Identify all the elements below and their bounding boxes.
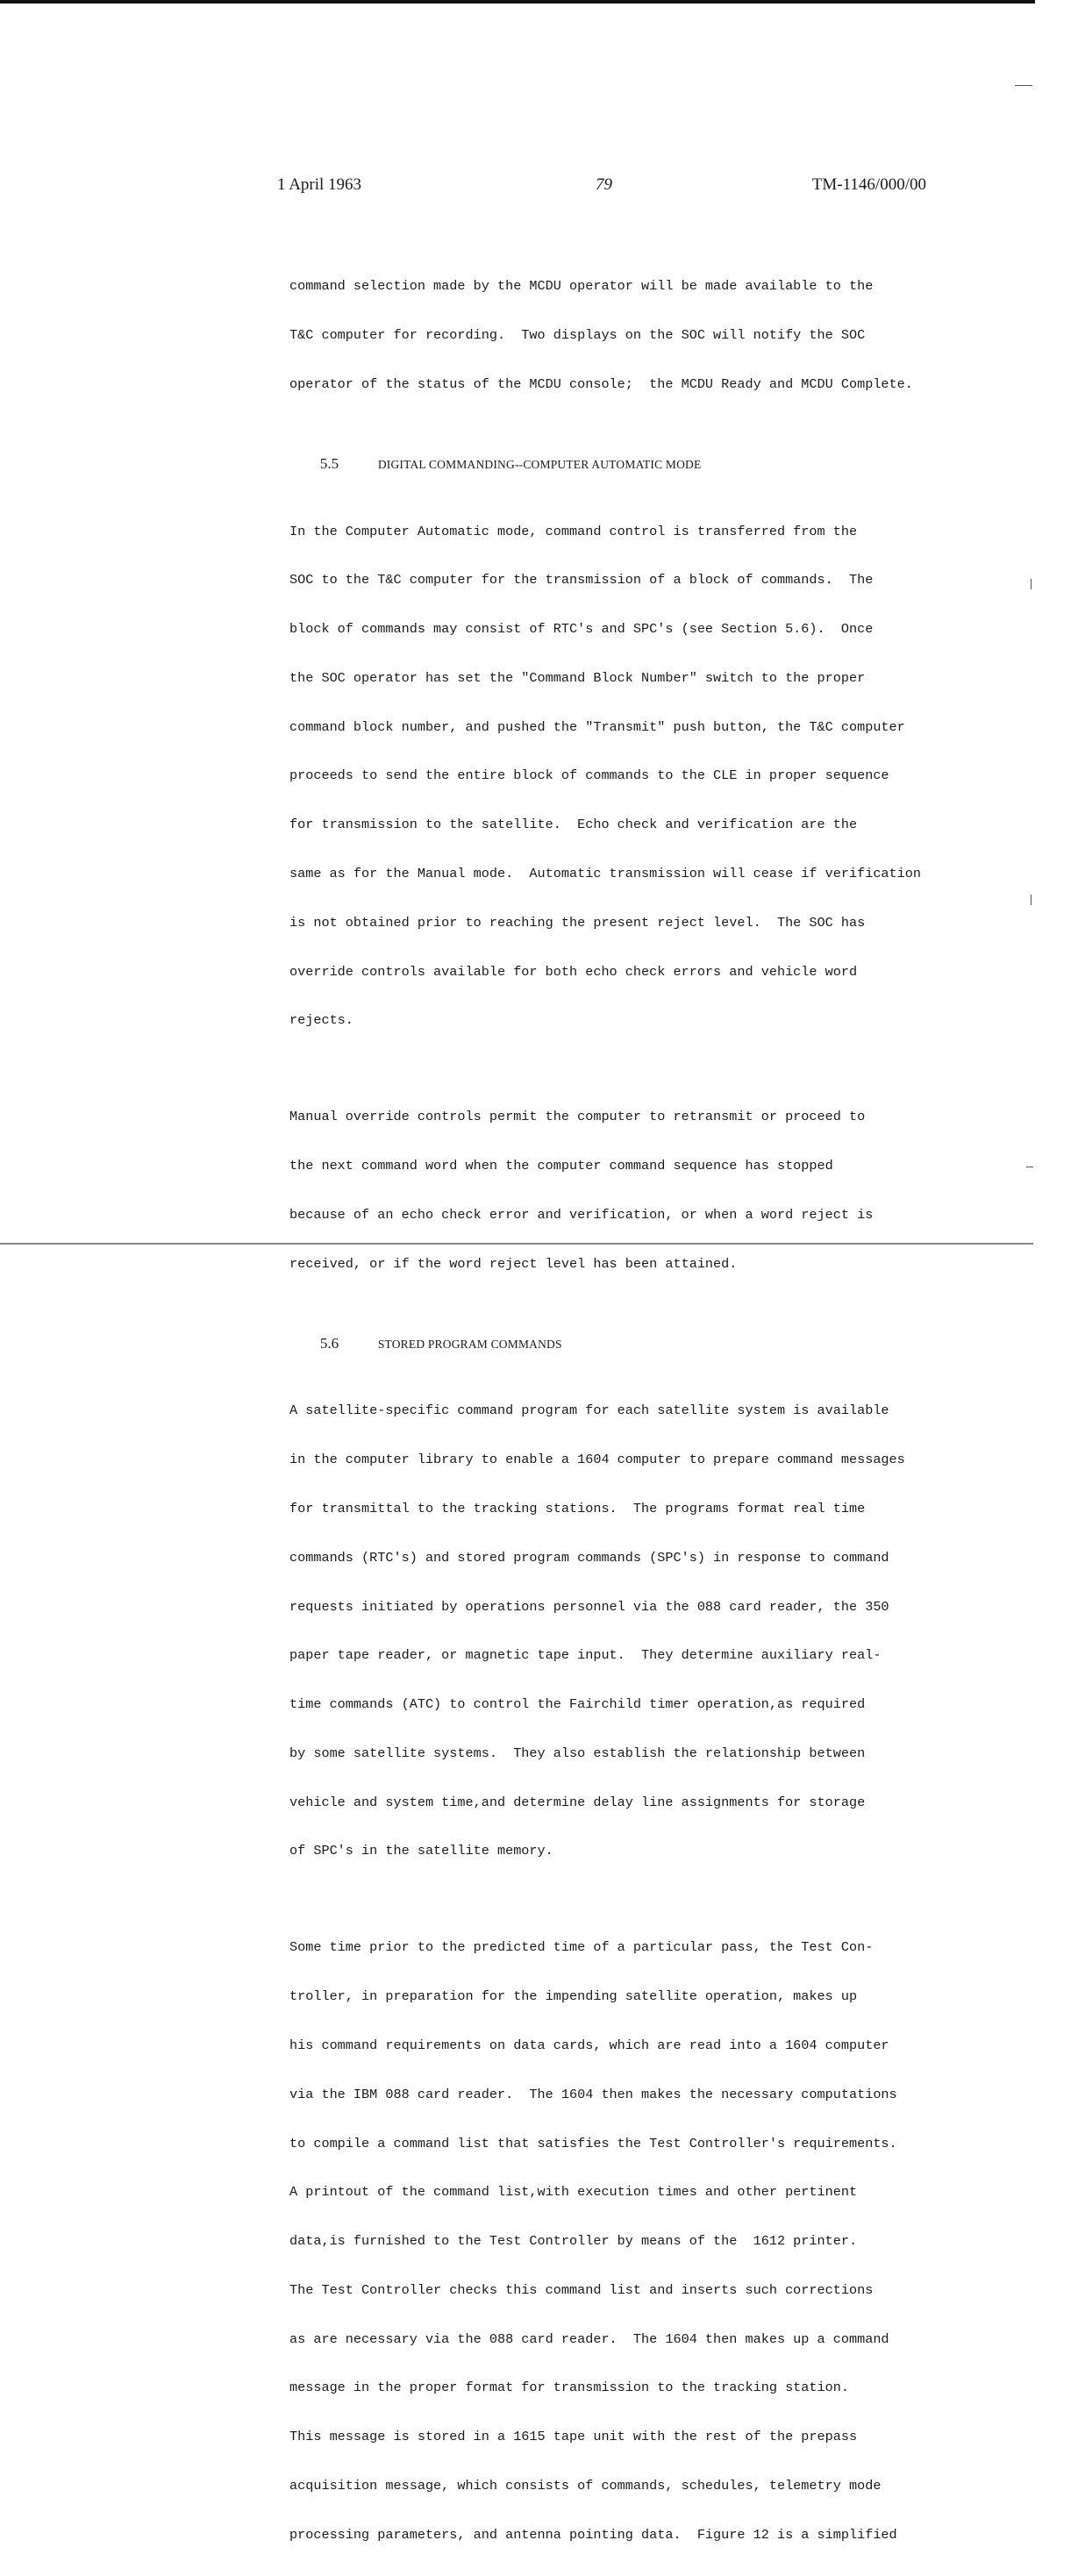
text-line: to compile a command list that satisfies the Test Controller's requirements. [289,2135,897,2151]
page-header [277,175,926,196]
text-line: command block number, and pushed the "Transmit" push button, the T&C computer [289,718,905,735]
text-line: A printout of the command list,with execution times and other pertinent [289,2184,858,2201]
scan-edge-mark [1031,579,1032,589]
text-line: troller, in preparation for the impending satellite operation, makes up [289,1988,858,2005]
text-line: The Test Controller checks this command list and inserts such corrections [289,2281,874,2298]
text-line: the SOC operator has set the "Command Block Number" switch to the proper [289,669,866,686]
text-line: is not obtained prior to reaching the present reject level. The SOC has [289,914,866,931]
text-line: vehicle and system time,and determine delay line assignments for storage [289,1794,866,1810]
section-heading [289,440,956,491]
text-line: via the IBM 088 card reader. The 1604 then makes the necessary computations [289,2086,897,2102]
text-line: T&C computer for recording. Two displays on the SOC will notify the SOC [289,326,866,343]
text-line: same as for the Manual mode. Automatic transmission will cease if verification [289,865,922,881]
text-line: rejects. [289,1012,353,1029]
scan-edge-mark [1015,85,1032,86]
text-line: In the Computer Automatic mode, command control is transferred from the [289,523,858,539]
text-line: processing parameters, and antenna pointing data. Figure 12 is a simplified [289,2526,897,2543]
text-line: because of an echo check error and verification, or when a word reject is [289,1206,874,1223]
text-line: his command requirements on data cards, which are read into a 1604 computer [289,2037,889,2053]
document-id: TM-1146/000/00 [811,175,926,194]
text-line: A satellite-specific command program for each satellite system is available [289,1402,889,1419]
text-line: This message is stored in a 1615 tape unit with the rest of the prepass [289,2429,858,2445]
text-line: paper tape reader, or magnetic tape input. They determine auxiliary real- [289,1647,882,1664]
text-line: Manual override controls permit the computer to retransmit or proceed to [289,1109,866,1125]
text-line: of SPC's in the satellite memory. [289,1843,553,1859]
text-line: commands (RTC's) and stored program commands (SPC's) in response to command [289,1549,889,1566]
section-title: STORED PROGRAM COMMANDS [377,1338,562,1351]
text-line: operator of the status of the MCDU console; the MCDU Ready and MCDU Complete. [289,375,913,392]
text-line: for transmission to the satellite. Echo check and verification are the [289,817,858,833]
text-line: the next command word when the computer command sequence has stopped [289,1158,833,1174]
text-line: requests initiated by operations personnel via the 088 card reader, the 350 [289,1598,889,1615]
text-line: for transmittal to the tracking stations. The programs format real time [289,1500,866,1516]
scan-edge-mark [1031,895,1032,905]
paragraph [289,1907,956,2575]
text-line: message in the proper format for transmission to the tracking station. [289,2380,849,2396]
section-title: DIGITAL COMMANDING--COMPUTER AUTOMATIC MODE [377,458,702,472]
text-line: SOC to the T&C computer for the transmission of a block of commands. The [289,572,874,589]
scan-top-border [0,0,1035,4]
paragraph [289,490,956,1061]
text-line: command selection made by the MCDU operator will be made available to the [289,278,874,295]
paragraph [289,1076,956,1304]
text-line: block of commands may consist of RTC's and SPC's (see Section 5.6). Once [289,621,874,638]
section-number: 5.5 [319,455,339,473]
section-number: 5.6 [319,1335,339,1352]
text-line: received, or if the word reject level has been attained. [289,1255,738,1272]
page-body [289,246,956,2576]
text-line: time commands (ATC) to control the Fairchild timer operation,as required [289,1696,866,1713]
paragraph [289,1370,956,1892]
text-line: data,is furnished to the Test Controller by means of the 1612 printer. [289,2233,858,2250]
page-number: 79 [596,175,612,194]
paragraph [289,246,956,425]
header-date: 1 April 1963 [277,175,362,194]
text-line: by some satellite systems. They also establish the relationship between [289,1745,866,1761]
text-line: in the computer library to enable a 1604 computer to prepare command messages [289,1452,905,1468]
text-line: Some time prior to the predicted time of a particular pass, the Test Con- [289,1939,874,1956]
text-line: proceeds to send the entire block of commands to the CLE in proper sequence [289,767,889,784]
text-line: as are necessary via the 088 card reader. The 1604 then makes up a command [289,2330,889,2347]
section-heading [289,1319,956,1370]
text-line: acquisition message, which consists of commands, schedules, telemetry mode [289,2477,882,2494]
text-line: override controls available for both echo check errors and vehicle word [289,963,858,980]
